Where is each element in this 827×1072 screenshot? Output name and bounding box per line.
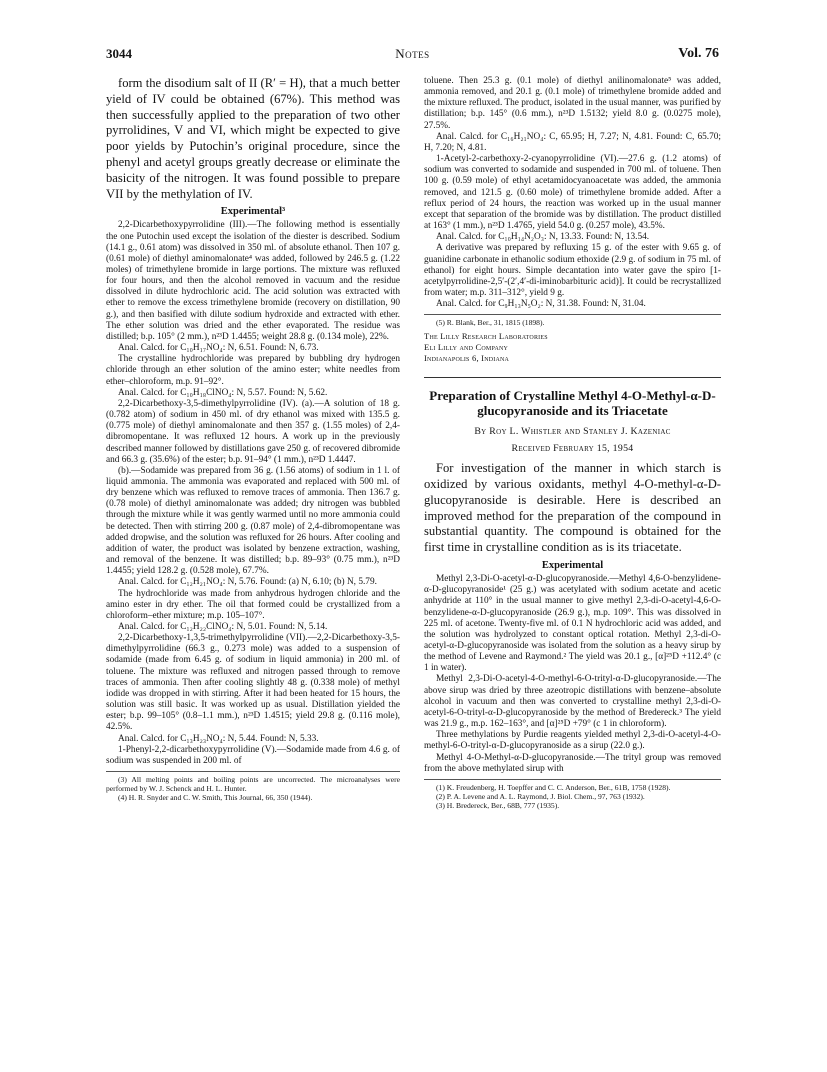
paragraph: (b).—Sodamide was prepared from 36 g. (1.56 atoms) of sodium in 1 l. of liquid ammonia. The ammonia was evaporated and replaced with 500 ml. of dry benzene which was refluxed to remove traces of ammonia. Then 136.7 g. (0.78 mole) of diethyl aminomalonate was added; dry nitrogen was bubbled through the mixture while it was gently warmed until no more ammonia could be detected. Then with stirring 200 g. (0.87 mole) of 2,4-dibromopentane was added dropwise, and the solution was refluxed for 26 hours. After cooling and addition of water, the product was isolated by benzene extraction, washing, and removal of the benzene. It was distilled; b.p. 89–93° (0.75 mm.), n²³D 1.4455; yield 128.2 g. (0.528 mole), 67.7%. [106, 465, 400, 577]
paragraph: Anal. Calcd. for C₉H₁₃N₅O₂: N, 31.38. Found: N, 31.04. [436, 299, 646, 310]
intro-paragraph: form the disodium salt of II (R′ = H), that a much better yield of IV could be obtained (67%). This method was then successfully applied to the preparation of two other pyrrolidines, V and VI, which might be expected to give poor yields by Putochin’s original procedure, since the phenyl and acetyl groups greatly decrease or eliminate the basicity of the nitrogen. It was found possible to prepare VII by the methylation of IV. [106, 76, 400, 201]
footnote: (4) H. R. Snyder and C. W. Smith, This Journal, 66, 350 (1944). [118, 793, 313, 803]
paragraph: 1-Phenyl-2,2-dicarbethoxypyrrolidine (V).—Sodamide made from 4.6 g. of sodium was suspended in 200 ml. of [106, 744, 400, 766]
paragraph: Anal. Calcd. for C₁₀H₁₇NO₄: N, 6.51. Found: N, 6.73. [118, 343, 319, 354]
paragraph: Anal. Calcd. for C₁₂H₂₂ClNO₄: N, 5.01. Found: N, 5.14. [118, 622, 328, 632]
paragraph: 1-Acetyl-2-carbethoxy-2-cyanopyrrolidine (VI).—27.6 g. (1.2 atoms) of sodium was converted to sodamide and suspended in 700 ml. of toluene. Then 100 g. (0.59 mole) of ethyl acetamidocyanoacetate was added, the ammonia removed, and 121.5 g. (0.60 mole) of trimethylene bromide added. After a reflux period of 24 hours, the reaction was worked up in the usual manner except that separation of the bromide was by distillation. The product distilled at 163° (1 mm.), n²³D 1.4765, yield 54.0 g. (0.257 mole), 43.5%. [424, 154, 721, 232]
paragraph: Three methylations by Purdie reagents yielded methyl 2,3-di-O-acetyl-4-O-methyl-6-O-trityl-α-D-glucopyranoside as a sirup (22.0 g.). [424, 730, 721, 752]
paragraph: Methyl 2,3-Di-O-acetyl-4-O-methyl-6-O-trityl-α-D-glucopyranoside.—The above sirup was dried by three azeotropic distillations with benzene–absolute alcohol in vacuum and then was converted to crystalline methyl 2,3-di-O-acetyl-6-O-trityl-α-D-glucopyranoside by the method of Bredereck.³ The yield was 21.9 g., m.p. 162–163°, and [α]²⁵D +79° (c 1 in chloroform). [424, 674, 721, 730]
right-column [424, 76, 721, 1058]
article-authors: By Roy L. Whistler and Stanley J. Kazeniac [474, 426, 671, 438]
footnote: (3) H. Bredereck, Ber., 68B, 777 (1935). [436, 801, 560, 811]
paragraph: Anal. Calcd. for C₁₃H₂₃NO₄: N, 5.44. Found: N, 5.33. [118, 733, 319, 744]
affiliation-line: Indianapolis 6, Indiana [424, 352, 510, 363]
paragraph: 2,2-Dicarbethoxy-1,3,5-trimethylpyrrolidine (VII).—2,2-Dicarbethoxy-3,5-dimethylpyrrolidine (66.3 g., 0.273 mole) was added to a suspension of sodamide (made from 6.45 g. of sodium in liquid ammonia) in 200 ml. of toluene. The mixture was refluxed and nitrogen passed through to remove traces of ammonia. Then after cooling slightly 48 g. (0.338 mole) of methyl iodide was dropped in with stirring. After it had been heated for 15 hours, the solution was still basic. It was worked up as usual. Distillation yielded the ester; b.p. 99–105° (0.8–1.1 mm.), n²³D 1.4515; yield 29.8 g. (0.116 mole), 42.5%. [106, 633, 400, 733]
article-title: Preparation of Crystalline Methyl 4-O-Methyl-α-D-glucopyranoside and its Triacetate [429, 388, 716, 419]
received-date: Received February 15, 1954 [511, 443, 634, 455]
article-intro: For investigation of the manner in which starch is oxidized by various oxidants, methyl 4-O-methyl-α-D-glucopyranoside is desirable. Here is described an improved method for the preparation of the compound in substantial quantity. The compound is obtained for the first time in crystalline condition as is its triacetate. [424, 461, 721, 555]
footnote-rule [106, 771, 400, 772]
paragraph: A derivative was prepared by refluxing 15 g. of the ester with 9.65 g. of guanidine carbonate in ethanolic sodium ethoxide (2.9 g. of sodium in 75 ml. of ethanol) for eight hours. Simple decantation into water gave the spiro [1-acetylpyrrolidine-2,5′-(2′,4′-di-iminobarbituric acid)]. It could be recrystallized from water; m.p. 311–312°, yield 9 g. [424, 243, 721, 298]
affiliation-line: Eli Lilly and Company [424, 342, 509, 353]
footnote: (2) P. A. Levene and A. L. Raymond, J. Biol. Chem., 97, 763 (1932). [436, 792, 645, 802]
footnote: (3) All melting points and boiling points are uncorrected. The microanalyses were performed by W. J. Schenck and H. L. Hunter. [106, 775, 400, 794]
footnote: (5) R. Blank, Ber., 31, 1815 (1898). [436, 318, 545, 328]
paragraph: 2,2-Dicarbethoxy-3,5-dimethylpyrrolidine (IV). (a).—A solution of 18 g. (0.782 atom) of sodium in 450 ml. of dry ethanol was mixed with 135.5 g. (0.775 mole) of diethyl aminomalonate and then 357 g. (1.55 moles) of 2,4-dibromopentane. It was refluxed 12 hours. A work up in the previously described manner followed by distillations gave 250 g. of recovered dibromide and 66.3 g. (35.6%) of the ester; b.p. 91–94° (1 mm.), n²³D 1.4447. [106, 398, 400, 465]
affiliation-line: The Lilly Research Laboratories [424, 331, 548, 342]
paragraph: Anal. Calcd. for C₁₂H₂₁NO₄: N, 5.76. Found: (a) N, 6.10; (b) N, 5.79. [118, 577, 377, 588]
paragraph: Methyl 4-O-Methyl-α-D-glucopyranoside.—The trityl group was removed from the above methylated sirup with [424, 752, 721, 774]
footnote-rule [424, 779, 721, 780]
paragraph: The hydrochloride was made from anhydrous hydrogen chloride and the amino ester in dry ether. The oil that formed could be crystallized from a chloroform–ether mixture; m.p. 105–107°. [106, 588, 400, 621]
footnote-rule [424, 314, 721, 315]
footnote: (1) K. Freudenberg, H. Toepffer and C. C. Anderson, Ber., 61B, 1758 (1928). [436, 782, 671, 792]
paragraph: Methyl 2,3-Di-O-acetyl-α-D-glucopyranoside.—Methyl 4,6-O-benzylidene-α-D-glucopyranoside¹ (25 g.) was acetylated with sodium acetate and acetic anhydride at 110° in the usual manner to give methyl 2,3-di-O-acetyl-4,6-O-benzylidene-α-D-glucopyranoside (26.9 g.), m.p. 109°. This was dissolved in 225 ml. of acetone. Twenty-five ml. of 0.1 N hydrochloric acid was added, and the solution was hydrolyzed to constant optical rotation. Methyl 2,3-di-O-acetyl-α-D-glucopyranoside was isolated from the solution as a heavy sirup by the method of Levene and Raymond.² The yield was 20.1 g., [α]²⁵D +112.4° (c 1 in water). [424, 574, 721, 674]
volume-label: Vol. 76 [678, 46, 719, 61]
page-number: 3044 [106, 46, 132, 61]
paragraph: The crystalline hydrochloride was prepared by bubbling dry hydrogen chloride through an ether solution of the amino ester; white needles from ether–chloroform, m.p. 91–92°. [106, 354, 400, 387]
paragraph: toluene. Then 25.3 g. (0.1 mole) of diethyl anilinomalonate⁵ was added, ammonia removed, and 20.1 g. (0.1 mole) of trimethylene bromide added and the mixture refluxed. The product, isolated in the usual manner, was purified by distillation; b.p. 145° (0.6 mm.), n²³D 1.5132; yield 8.0 g. (0.0275 mole), 27.5%. [424, 76, 721, 131]
section-name: Notes [395, 46, 430, 61]
paragraph: Anal. Calcd. for C₁₀H₁₈ClNO₄: N, 5.57. Found: N, 5.62. [118, 387, 328, 398]
paragraph: 2,2-Dicarbethoxypyrrolidine (III).—The following method is essentially the one Putochin used except the isolation of the diester is described. Sodium (14.1 g., 0.61 atom) was dissolved in 350 ml. of absolute ethanol. Then 107 g. (0.61 mole) of diethyl aminomalonate⁴ was added, followed by 246.5 g. (1.22 moles) of trimethylene bromide in large portions. The mixture was refluxed for four hours, and then the alcohol removed in vacuum and the residue dissolved in dilute hydrochloric acid. The acid solution was extracted with ether to remove the excess trimethylene bromide (recovery on distillation, 90 g.), and then basified with dilute sodium hydroxide and extracted with ether. The ether solution was dried and the ether evaporated. The residue was distilled; b.p. 105° (2 mm.), n²³D 1.4455; weight 28.8 g. (0.134 mole), 22%. [106, 220, 400, 342]
paragraph: Anal. Calcd. for C₁₆H₂₁NO₄: C, 65.95; H, 7.27; N, 4.81. Found: C, 65.70; H, 7.20; N, 4.81. [424, 131, 721, 153]
left-column [106, 76, 400, 1058]
running-header [106, 46, 719, 66]
paragraph: Anal. Calcd. for C₁₀H₁₄N₂O₃: N, 13.33. Found: N, 13.54. [436, 232, 650, 243]
experimental-heading: Experimental [541, 560, 604, 572]
experimental-heading: Experimental³ [220, 206, 286, 218]
article-divider [424, 377, 721, 378]
